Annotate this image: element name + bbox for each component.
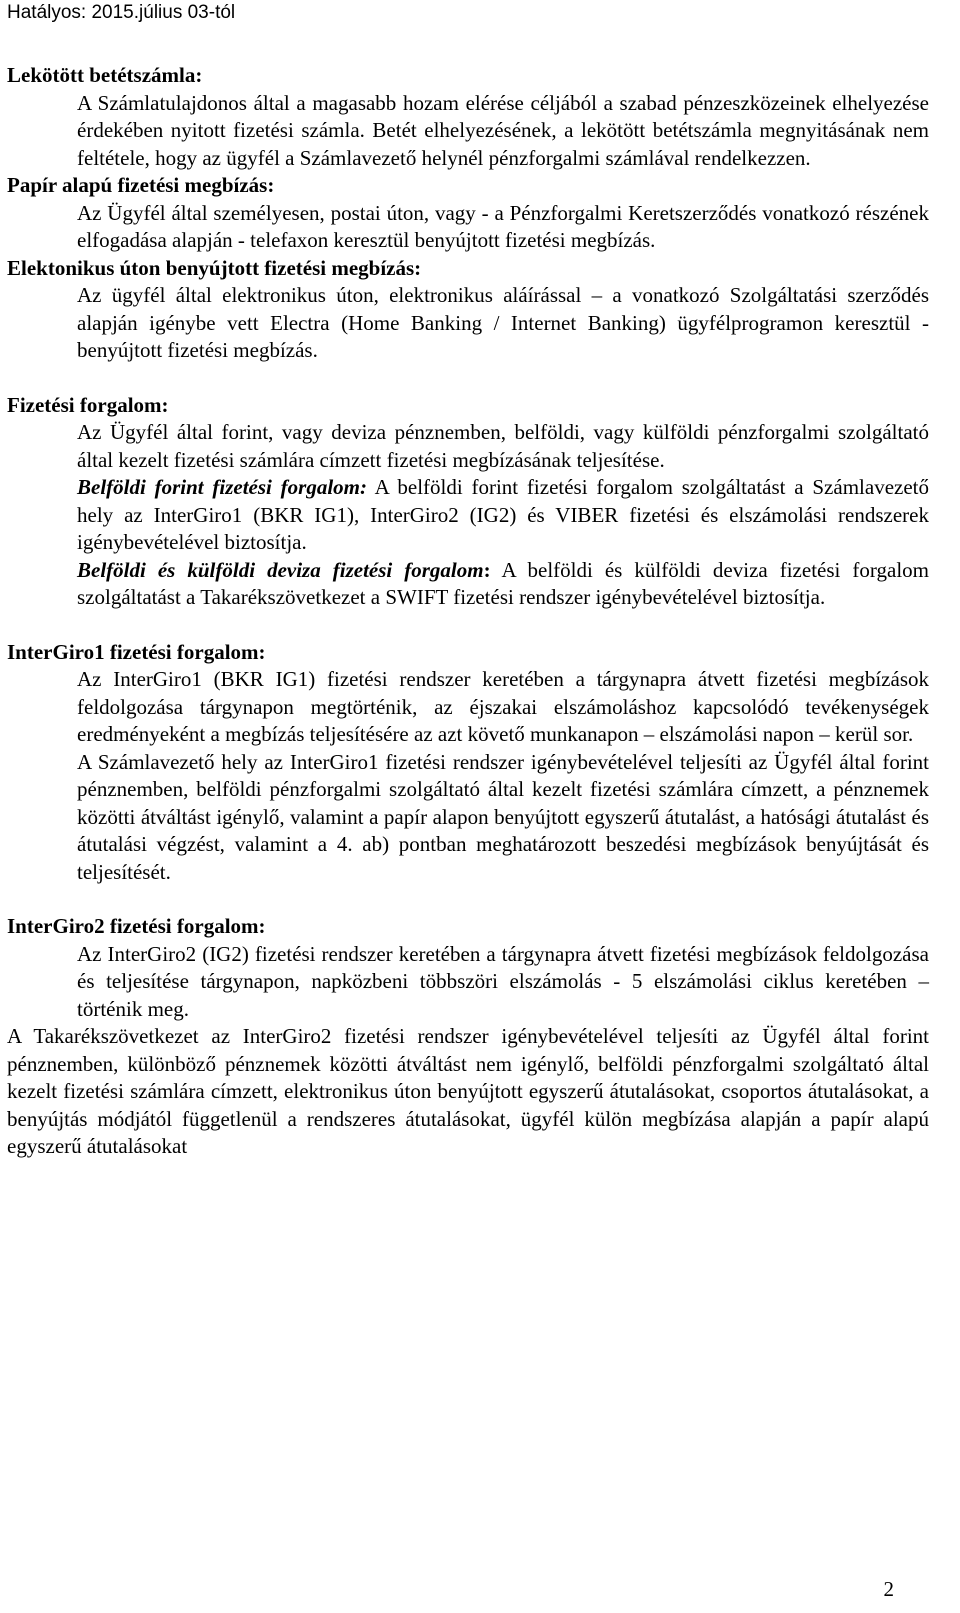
definition-papir-alapu-megbizas: Az Ügyfél által személyesen, postai úton, vagy - a Pénzforgalmi Keretszerződés vonatkozó részének elfogadása alapján - telefaxon keresztül benyújtott fizetési megbízás. bbox=[77, 200, 929, 252]
effective-date-header: Hatályos: 2015.július 03-tól bbox=[7, 2, 236, 23]
page-number: 2 bbox=[883, 1577, 894, 1601]
term-intergiro1: InterGiro1 fizetési forgalom: bbox=[7, 639, 266, 664]
term-fizetesi-forgalom: Fizetési forgalom: bbox=[7, 392, 169, 417]
deviza-forgalom-colon: : bbox=[483, 557, 491, 582]
belfoldi-forint-forgalom-paragraph bbox=[77, 474, 929, 557]
definition-elektronikus-megbizas: Az ügyfél által elektronikus úton, elektronikus aláírással – a vonatkozó Szolgáltatási szerződés alapján igénybe vett Electra (Home Banking / Internet Banking) ügyfélprogramon keresztül - benyújtott fizetési megbízás. bbox=[77, 283, 929, 362]
definition-intergiro1: Az InterGiro1 (BKR IG1) fizetési rendszer keretében a tárgynapra átvett fizetési megbízások feldolgozása tárgynapon megtörténik, az éjszakai elszámoláshoz kapcsolódó tevékenységek eredményeként a megbízás teljesítésére az azt követő munkanapon – elszámolási napon – kerül sor. bbox=[77, 667, 929, 746]
document-body bbox=[7, 62, 929, 1161]
deviza-forgalom-text: A belföldi és külföldi deviza fizetési forgalom szolgáltatást a Takarékszövetkezet a SWIFT fizetési rendszer igénybevételével biztosítja. bbox=[77, 557, 929, 609]
deviza-forgalom-label: Belföldi és külföldi deviza fizetési forgalom bbox=[77, 557, 484, 582]
term-intergiro2: InterGiro2 fizetési forgalom: bbox=[7, 914, 266, 938]
definition-fizetesi-forgalom: Az Ügyfél által forint, vagy deviza pénznemben, belföldi, vagy külföldi pénzforgalmi szolgáltató által kezelt fizetési számlára címzett fizetési megbízásának teljesítése. bbox=[77, 420, 929, 472]
definition-lekotott-betetszamla: A Számlatulajdonos által a magasabb hozam elérése céljából a szabad pénzeszközeinek elhelyezése érdekében nyitott fizetési számla. Betét elhelyezésének, a lekötött betétszámla megnyitásának nem feltétele, hogy az ügyfél a Számlavezető helynél pénzforgalmi számlával rendelkezzen. bbox=[77, 90, 929, 170]
deviza-forgalom-paragraph bbox=[77, 557, 929, 612]
intergiro1-teljesites-paragraph: A Számlavezető hely az InterGiro1 fizetési rendszer igénybevételével teljesíti az Ügyfél által forint pénznemben, belföldi pénzforgalmi szolgáltató által kezelt fizetési számlára címzett, a pénznemek közötti átváltást igénylő, valamint a papír alapon benyújtott egyszerű átutalást, a hatósági átutalást és átutalási végzést, valamint a 4. ab) pontban meghatározott beszedési megbízások benyújtását és teljesítését. bbox=[77, 749, 929, 884]
term-papir-alapu-megbizas: Papír alapú fizetési megbízás: bbox=[7, 173, 275, 197]
definition-intergiro2: Az InterGiro2 (IG2) fizetési rendszer keretében a tárgynapra átvett fizetési megbízások feldolgozása és teljesítése tárgynapon, napközbeni többszöri elszámolás - 5 elszámolási ciklus keretében – történik meg. bbox=[77, 941, 929, 1021]
term-elektronikus-megbizas: Elektonikus úton benyújtott fizetési megbízás: bbox=[7, 255, 422, 280]
term-lekotott-betetszamla: Lekötött betétszámla: bbox=[7, 63, 203, 87]
belfoldi-forint-forgalom-label: Belföldi forint fizetési forgalom: bbox=[77, 475, 367, 499]
belfoldi-forint-forgalom-text: A belföldi forint fizetési forgalom szolgáltatást a Számlavezető hely az InterGiro1 (BKR IG1), InterGiro2 (IG2) és VIBER fizetési és elszámolási rendszerek igénybevételével biztosítja. bbox=[77, 475, 929, 554]
intergiro2-teljesites-paragraph: A Takarékszövetkezet az InterGiro2 fizetési rendszer igénybevételével teljesíti az Ügyfél által forint pénznemben, különböző pénznemek közötti átváltást nem igénylő, belföldi pénzforgalmi szolgáltató által kezelt fizetési számlára címzett, elektronikus úton benyújtott egyszerű átutalásokat, csoportos átutalásokat, a benyújtás módjától függetlenül a rendszeres átutalásokat, ügyfél külön megbízása alapján a papír alapú egyszerű átutalásokat bbox=[7, 1024, 929, 1158]
